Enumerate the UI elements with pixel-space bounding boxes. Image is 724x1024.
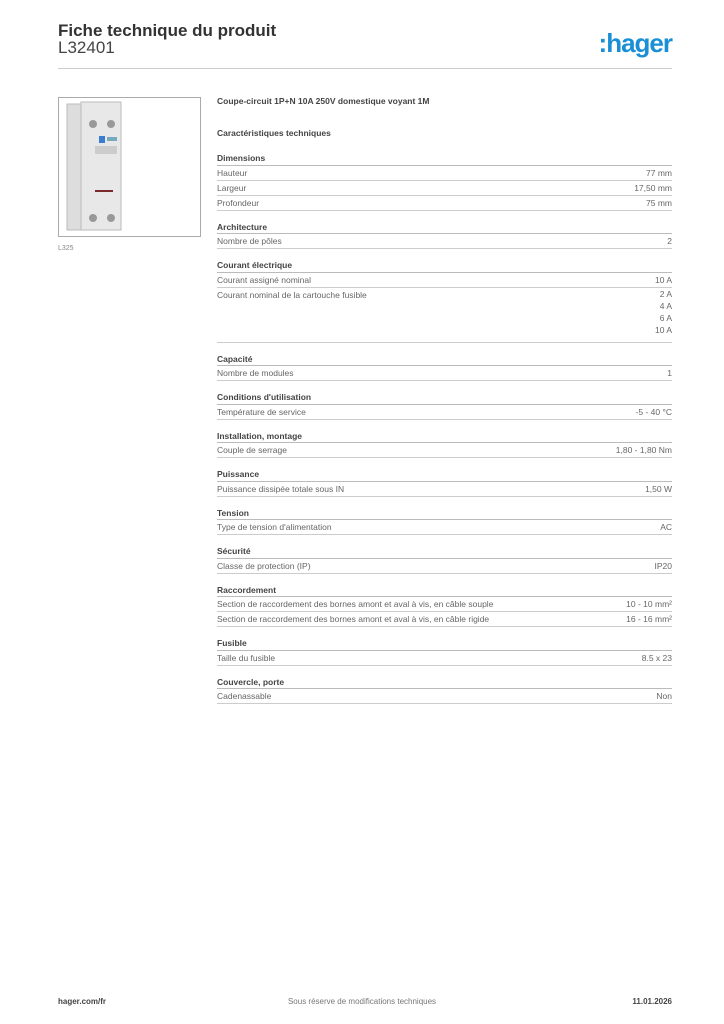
spec-value: 1,50 W xyxy=(645,483,672,494)
spec-values xyxy=(646,196,672,210)
section-title: Fusible xyxy=(217,636,672,651)
spec-label: Taille du fusible xyxy=(217,652,276,663)
spec-value: 75 mm xyxy=(646,197,672,208)
spec-row xyxy=(217,196,672,211)
section-title: Tension xyxy=(217,506,672,521)
product-code: L32401 xyxy=(58,38,115,57)
spec-value: 10 A xyxy=(654,274,672,285)
spec-row xyxy=(217,482,672,497)
spec-section xyxy=(217,352,672,382)
spec-label: Nombre de modules xyxy=(217,368,294,378)
spec-value: AC xyxy=(660,522,672,532)
spec-values xyxy=(655,288,672,342)
section-title: Capacité xyxy=(217,352,672,367)
spec-row xyxy=(217,234,672,249)
spec-row xyxy=(217,181,672,196)
spec-values xyxy=(616,443,672,457)
spec-value: 77 mm xyxy=(646,167,672,178)
footer-note: Sous réserve de modifications techniques xyxy=(287,997,437,1006)
spec-label: Type de tension d'alimentation xyxy=(217,522,332,532)
spec-value: 4 A xyxy=(659,300,672,311)
spec-label: Cadenassable xyxy=(217,691,272,701)
spec-label: Profondeur xyxy=(217,197,260,208)
spec-value: 10 - 10 mm² xyxy=(626,599,672,609)
section-title: Courant électrique xyxy=(217,258,672,273)
hager-logo: :hager xyxy=(598,28,672,58)
spec-values xyxy=(645,482,672,496)
spec-section xyxy=(217,583,672,628)
spec-values xyxy=(667,234,672,248)
spec-row xyxy=(217,689,672,704)
section-title: Dimensions xyxy=(217,151,672,166)
section-title: Puissance xyxy=(217,467,672,482)
spec-values xyxy=(655,273,672,287)
spec-section xyxy=(217,258,672,343)
spec-row xyxy=(217,273,672,288)
spec-value: 17,50 mm xyxy=(634,182,672,193)
spec-row xyxy=(217,612,672,627)
spec-values xyxy=(655,559,673,573)
spec-section xyxy=(217,506,672,536)
product-name: Coupe-circuit 1P+N 10A 250V domestique voyant 1M xyxy=(217,96,430,106)
header-divider xyxy=(58,68,672,69)
spec-row xyxy=(217,405,672,420)
section-title: Raccordement xyxy=(217,583,672,598)
section-title: Installation, montage xyxy=(217,429,672,444)
spec-row xyxy=(217,166,672,181)
spec-section xyxy=(217,544,672,574)
spec-label: Courant nominal de la cartouche fusible xyxy=(217,289,367,300)
spec-label: Largeur xyxy=(217,182,247,193)
spec-section xyxy=(217,220,672,250)
spec-value: 1 xyxy=(667,368,672,378)
spec-values xyxy=(656,689,672,703)
spec-section xyxy=(217,390,672,420)
spec-label: Hauteur xyxy=(217,167,248,178)
spec-label: Courant assigné nominal xyxy=(217,274,312,285)
spec-value: 1,80 - 1,80 Nm xyxy=(615,445,672,455)
spec-row xyxy=(217,559,672,574)
spec-label: Température de service xyxy=(217,406,306,417)
spec-row xyxy=(217,366,672,381)
spec-value: 6 A xyxy=(659,312,672,323)
spec-values xyxy=(660,520,672,534)
spec-section xyxy=(217,467,672,497)
spec-label: Nombre de pôles xyxy=(217,236,282,246)
spec-values xyxy=(642,651,672,665)
spec-value: 2 A xyxy=(659,288,672,299)
spec-label: Section de raccordement des bornes amont et aval à vis, en câble souple xyxy=(217,599,494,609)
spec-section xyxy=(217,429,672,459)
section-title: Architecture xyxy=(217,220,672,235)
spec-row xyxy=(217,597,672,612)
spec-section xyxy=(217,636,672,666)
spec-label: Classe de protection (IP) xyxy=(217,560,311,571)
section-title: Couvercle, porte xyxy=(217,675,672,690)
characteristics-heading: Caractéristiques techniques xyxy=(217,128,331,138)
spec-value: 10 A xyxy=(654,324,672,335)
spec-value: 8.5 x 23 xyxy=(641,652,672,663)
page-title: Fiche technique du produit xyxy=(58,21,277,40)
spec-row xyxy=(217,520,672,535)
spec-value: IP20 xyxy=(654,560,672,571)
product-image xyxy=(58,97,201,237)
spec-section xyxy=(217,675,672,705)
spec-row xyxy=(217,288,672,343)
spec-values xyxy=(626,612,672,626)
spec-value: 16 - 16 mm² xyxy=(626,614,672,624)
spec-values xyxy=(626,597,672,611)
spec-content xyxy=(217,96,672,704)
section-title: Sécurité xyxy=(217,544,672,559)
spec-label: Puissance dissipée totale sous IN xyxy=(217,483,345,494)
spec-label: Section de raccordement des bornes amont et aval à vis, en câble rigide xyxy=(217,614,490,624)
footer-website[interactable]: hager.com/fr xyxy=(58,997,107,1006)
spec-row xyxy=(217,651,672,666)
spec-values xyxy=(646,166,672,180)
image-caption: L325 xyxy=(58,245,74,252)
spec-section xyxy=(217,151,672,211)
footer-date: 11.01.2026 xyxy=(632,997,672,1006)
spec-values xyxy=(667,366,672,380)
spec-value: Non xyxy=(656,691,672,701)
spec-value: -5 - 40 °C xyxy=(635,406,672,417)
section-title: Conditions d'utilisation xyxy=(217,390,672,405)
spec-row xyxy=(217,443,672,458)
spec-label: Couple de serrage xyxy=(217,445,287,455)
spec-value: 2 xyxy=(667,236,672,246)
spec-values xyxy=(636,405,672,419)
spec-values xyxy=(634,181,672,195)
